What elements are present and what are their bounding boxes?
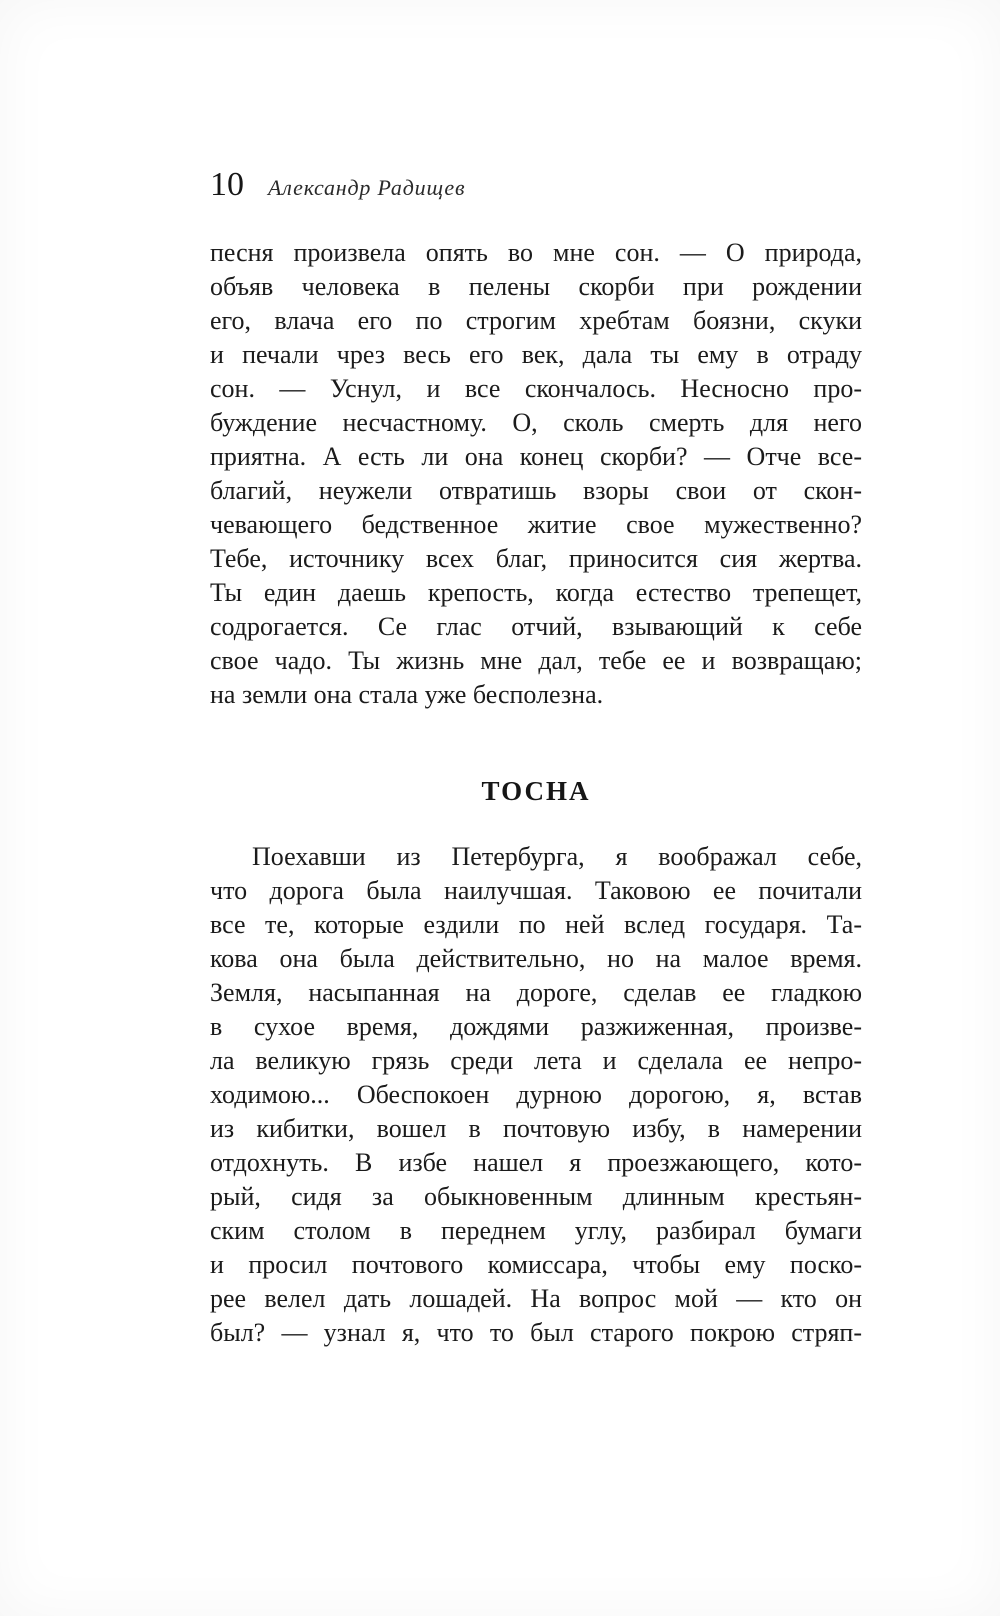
text-line: свое чадо. Ты жизнь мне дал, тебе ее и возвращаю; — [210, 646, 862, 675]
text-line: ходимою... Обеспокоен дурною дорогою, я, встав — [210, 1080, 862, 1109]
text-line: Земля, насыпанная на дороге, сделав ее гладкою — [210, 978, 862, 1007]
text-line: отдохнуть. В избе нашел я проезжающего, кото- — [210, 1148, 862, 1177]
chapter-heading: ТОСНА — [481, 776, 591, 806]
text-line: на земли она стала уже бесполезна. — [210, 680, 604, 709]
text-line: был? — узнал я, что то был старого покрою стряп- — [210, 1318, 862, 1347]
paragraph-continuation — [210, 236, 862, 712]
text-line: благий, неужели отвратишь взоры свои от скон- — [210, 476, 862, 505]
text-line: сон. — Уснул, и все скончалось. Несносно про- — [210, 374, 862, 403]
text-line: чевающего бедственное житие свое мужественно? — [210, 510, 862, 539]
text-line: Ты един даешь крепость, когда естество трепещет, — [210, 578, 862, 607]
text-line: Тебе, источнику всех благ, приносится сия жертва. — [210, 544, 862, 573]
text-line: из кибитки, вошел в почтовую избу, в намерении — [210, 1114, 862, 1143]
text-line: что дорога была наилучшая. Таковою ее почитали — [210, 876, 862, 905]
page-number: 10 — [210, 166, 244, 203]
text-line: ла великую грязь среди лета и сделала ее непро- — [210, 1046, 862, 1075]
text-line: рее велел дать лошадей. На вопрос мой — кто он — [210, 1284, 862, 1313]
text-line: и печали чрез весь его век, дала ты ему в отраду — [210, 340, 862, 369]
text-line: объяв человека в пелены скорби при рождении — [210, 272, 862, 301]
text-line: рый, сидя за обыкновенным длинным крестьян- — [210, 1182, 862, 1211]
text-line: Поехавши из Петербурга, я воображал себе, — [252, 842, 862, 871]
text-line: его, влача его по строгим хребтам боязни, скуки — [210, 306, 862, 335]
page-header — [210, 166, 862, 204]
paragraph-tosna-opening — [210, 840, 862, 1350]
text-line: буждение несчастному. О, сколь смерть для него — [210, 408, 862, 437]
text-line: содрогается. Се глас отчий, взывающий к себе — [210, 612, 862, 641]
text-line: песня произвела опять во мне сон. — О природа, — [210, 238, 862, 267]
text-line: в сухое время, дождями разжиженная, произве- — [210, 1012, 862, 1041]
text-line: приятна. А есть ли она конец скорби? — Отче все- — [210, 442, 862, 471]
text-line: ским столом в переднем углу, разбирал бумаги — [210, 1216, 862, 1245]
text-line: все те, которые ездили по ней вслед государя. Та- — [210, 910, 862, 939]
text-line: и просил почтового комиссара, чтобы ему поско- — [210, 1250, 862, 1279]
text-line: кова она была действительно, но на малое время. — [210, 944, 862, 973]
running-title-author: Александр Радищев — [268, 175, 466, 200]
